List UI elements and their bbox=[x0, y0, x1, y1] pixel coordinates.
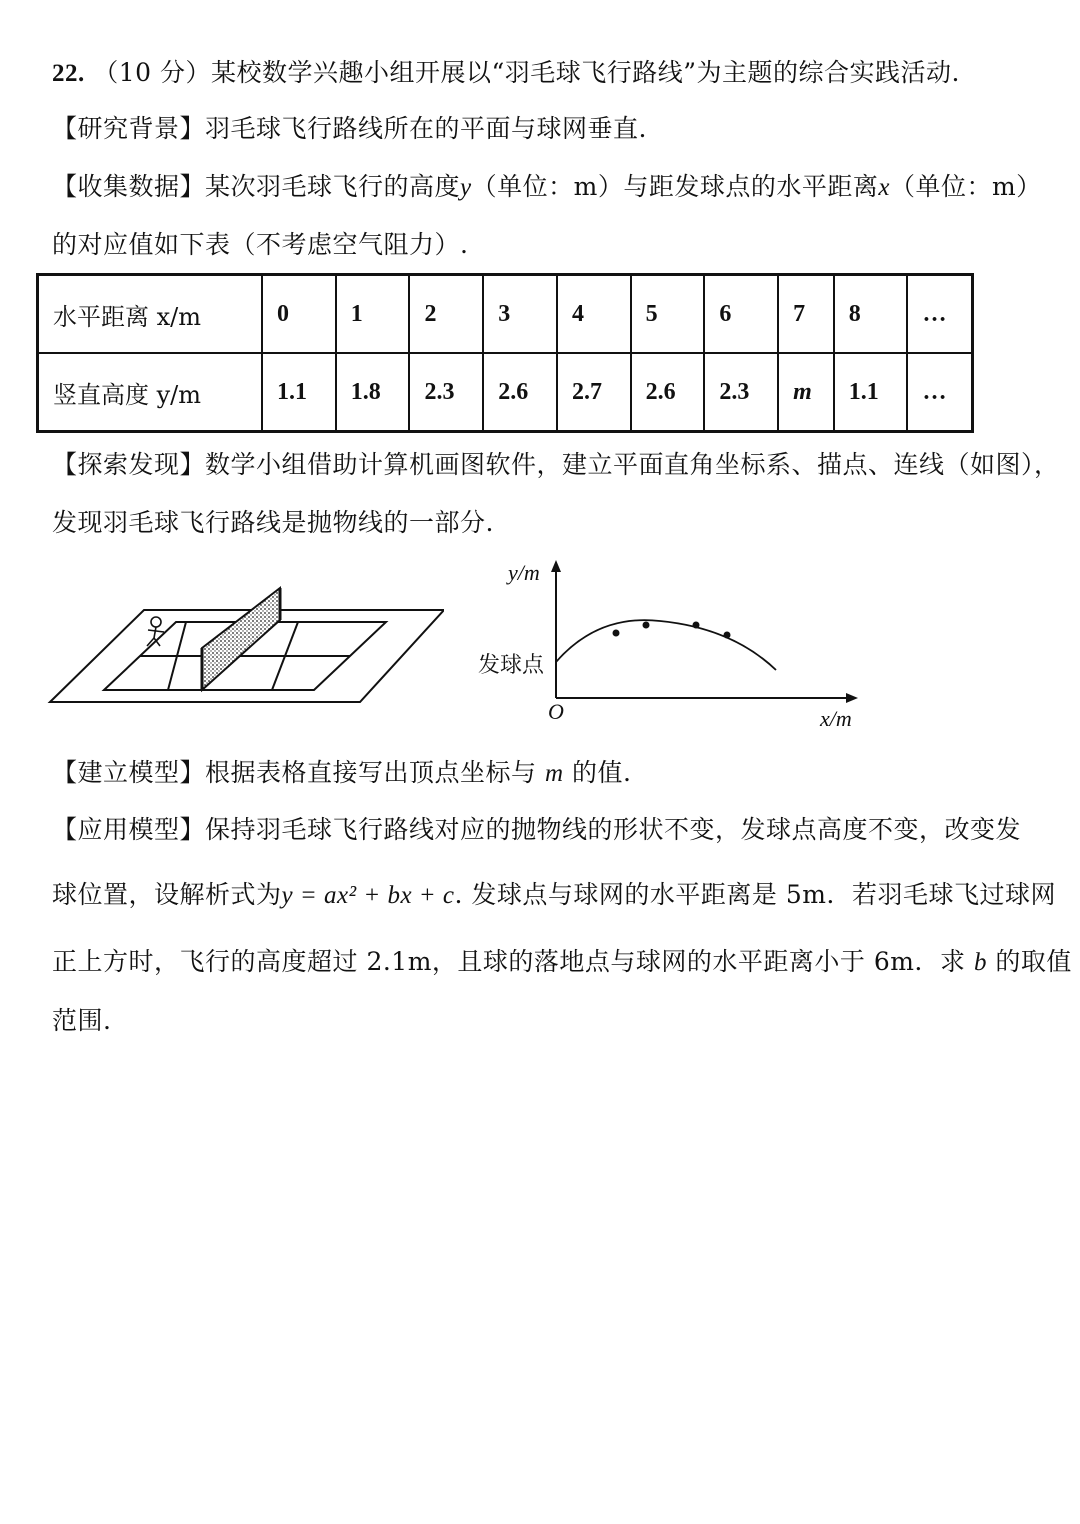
data-point bbox=[613, 630, 620, 637]
model-text: 根据表格直接写出顶点坐标与 bbox=[205, 758, 537, 787]
table-cell: 1.1 bbox=[834, 353, 908, 432]
apply-model bbox=[52, 813, 1021, 847]
table-cell: 0 bbox=[262, 275, 336, 354]
table-cell: 2.6 bbox=[631, 353, 705, 432]
table-cell: 2.3 bbox=[409, 353, 483, 432]
data-point bbox=[693, 622, 700, 629]
table-cell: 2.7 bbox=[557, 353, 631, 432]
table-cell: 1.1 bbox=[262, 353, 336, 432]
origin-label: O bbox=[548, 699, 564, 724]
apply-line3-a: 正上方时，飞行的高度超过 2.1m，且球的落地点与球网的水平距离小于 6m．求 bbox=[52, 947, 966, 976]
table-row-y bbox=[38, 353, 973, 432]
explore-cont bbox=[52, 506, 494, 540]
x-axis-arrow bbox=[846, 693, 858, 703]
collect-text-a: 某次羽毛球飞行的高度 bbox=[205, 172, 461, 201]
background-text: 羽毛球飞行路线所在的平面与球网垂直. bbox=[205, 114, 647, 143]
table-cell: 4 bbox=[557, 275, 631, 354]
explore-text: 数学小组借助计算机画图软件，建立平面直角坐标系、描点、连线（如图）， bbox=[205, 450, 1060, 479]
model-label: 【建立模型】 bbox=[52, 758, 206, 787]
table-cell: 2 bbox=[409, 275, 483, 354]
y-axis-label: y/m bbox=[508, 560, 540, 585]
x-axis-label: x/m bbox=[820, 706, 852, 731]
var-y: y bbox=[460, 174, 472, 201]
apply-line2-a: 球位置，设解析式为 bbox=[52, 880, 282, 909]
table-cell: 3 bbox=[483, 275, 557, 354]
table-cell: 8 bbox=[834, 275, 908, 354]
apply-line2-b: . 发球点与球网的水平距离是 5m．若羽毛球飞过球网 bbox=[454, 880, 1056, 909]
formula: y = ax² + bx + c bbox=[281, 882, 455, 909]
apply-line2 bbox=[52, 878, 1056, 913]
collect-text-c: （单位：m） bbox=[889, 172, 1042, 201]
collect-label: 【收集数据】 bbox=[52, 172, 206, 201]
apply-label: 【应用模型】 bbox=[52, 815, 206, 844]
collect-data bbox=[52, 170, 1042, 205]
table-cell: 2.3 bbox=[704, 353, 778, 432]
var-m: m bbox=[544, 760, 564, 787]
apply-line1: 保持羽毛球飞行路线对应的抛物线的形状不变，发球点高度不变，改变发 bbox=[205, 815, 1022, 844]
row-label-x: 水平距离 x/m bbox=[38, 275, 263, 354]
apply-line3 bbox=[52, 945, 1072, 980]
row-label-y: 竖直高度 y/m bbox=[38, 353, 263, 432]
table-cell: … bbox=[907, 275, 972, 354]
table-cell: 5 bbox=[631, 275, 705, 354]
data-point bbox=[724, 632, 731, 639]
background-label: 【研究背景】 bbox=[52, 114, 206, 143]
table-cell: 7 bbox=[778, 275, 834, 354]
table-cell: 6 bbox=[704, 275, 778, 354]
question-score: （10 分） bbox=[93, 58, 211, 87]
var-x: x bbox=[878, 174, 890, 201]
table-cell: 1.8 bbox=[336, 353, 410, 432]
research-background bbox=[52, 112, 647, 146]
explore-text2: 发现羽毛球飞行路线是抛物线的一部分. bbox=[52, 508, 494, 537]
apply-line4 bbox=[52, 1004, 111, 1038]
model-text2: 的值. bbox=[572, 758, 632, 787]
build-model bbox=[52, 756, 631, 791]
table-cell: 2.6 bbox=[483, 353, 557, 432]
parabola-graph bbox=[470, 556, 890, 736]
apply-line4-text: 范围. bbox=[52, 1006, 112, 1035]
var-b: b bbox=[973, 949, 987, 976]
question-header bbox=[52, 56, 960, 91]
parabola-curve bbox=[556, 620, 776, 670]
net bbox=[202, 588, 280, 690]
serve-point-label: 发球点 bbox=[478, 653, 545, 678]
y-axis-arrow bbox=[551, 560, 561, 572]
question-intro: 某校数学兴趣小组开展以“羽毛球飞行路线”为主题的综合实践活动. bbox=[210, 58, 960, 87]
table-row-x bbox=[38, 275, 973, 354]
collect-text-d: 的对应值如下表（不考虑空气阻力）. bbox=[52, 230, 469, 259]
collect-text-b: （单位：m）与距发球点的水平距离 bbox=[471, 172, 879, 201]
data-point bbox=[643, 622, 650, 629]
table-cell: 1 bbox=[336, 275, 410, 354]
explore bbox=[52, 448, 1060, 482]
table-cell: … bbox=[907, 353, 972, 432]
collect-data-cont bbox=[52, 228, 468, 262]
court-figure bbox=[44, 580, 444, 710]
explore-label: 【探索发现】 bbox=[52, 450, 206, 479]
data-table bbox=[36, 273, 974, 433]
apply-line3-b: 的取值 bbox=[995, 947, 1072, 976]
table-cell: m bbox=[778, 353, 834, 432]
question-number: 22. bbox=[52, 60, 85, 87]
